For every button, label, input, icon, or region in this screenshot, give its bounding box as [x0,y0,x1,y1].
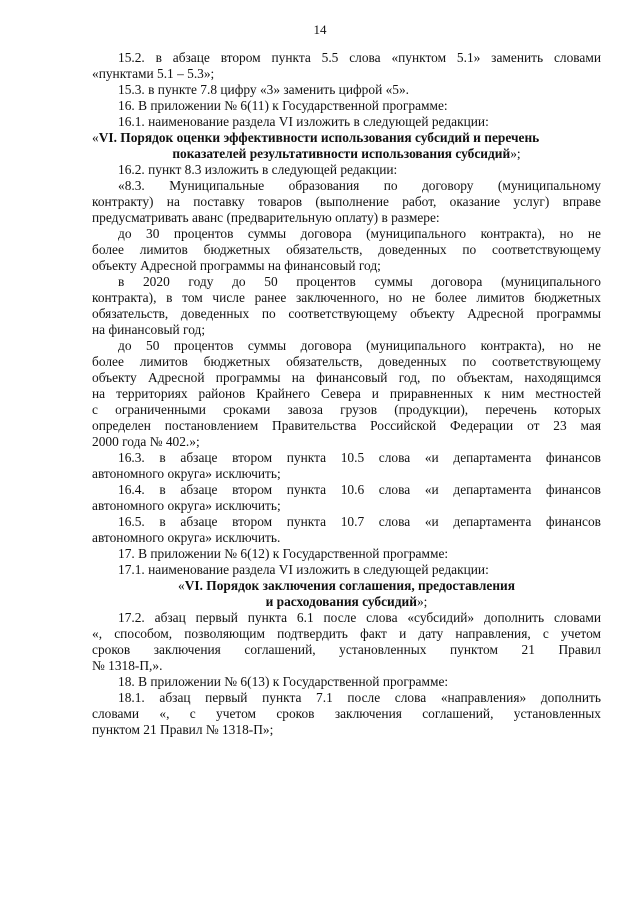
text-line: сроков заключения соглашений, установленных пунктом 21 Правил [92,642,601,657]
text-line: № 1318-П,». [92,658,163,673]
text-line: до 50 процентов суммы договора (муниципального контракта), но не [118,338,601,353]
text-line: 17.2. абзац первый пункта 6.1 после слова «субсидий» дополнить словами [118,610,601,625]
text-line: 2000 года № 402.»; [92,434,200,449]
text-line: предусматривать аванс (предварительную оплату) в размере: [92,210,440,225]
section-heading-line: «VI. Порядок заключения соглашения, предоставления [178,578,515,593]
text-line: 18.1. абзац первый пункта 7.1 после слова «направления» дополнить [118,690,601,705]
text-line: объекту Адресной программы на финансовый год, по объектам, находящимся [92,370,601,385]
text-line: 16.1. наименование раздела VI изложить в следующей редакции: [118,114,489,129]
text-line: объекту Адресной программы на финансовый год; [92,258,381,273]
text-line: 16. В приложении № 6(11) к Государственной программе: [118,98,448,113]
text-line: обязательств, доведенных по соответствующему объекту Адресной программы [92,306,601,321]
text-line: 16.4. в абзаце втором пункта 10.6 слова «и департамента финансов [118,482,601,497]
text-line: в 2020 году до 50 процентов суммы договора (муниципального [118,274,601,289]
text-line: 16.5. в абзаце втором пункта 10.7 слова «и департамента финансов [118,514,601,529]
text-line: с ограниченными сроками завоза грузов (продукции), перечень которых [92,402,601,417]
section-heading-line: и расходования субсидий»; [265,594,428,609]
text-line: «пунктами 5.1 – 5.3»; [92,66,215,81]
text-line: на финансовый год; [92,322,206,337]
page-number: 14 [313,22,327,37]
text-line: 17.1. наименование раздела VI изложить в следующей редакции: [118,562,489,577]
section-heading-line: «VI. Порядок оценки эффективности использования субсидий и перечень [92,130,540,145]
text-line: автономного округа» исключить; [92,498,281,513]
text-line: автономного округа» исключить. [92,530,281,545]
text-line: «8.3. Муниципальные образования по договору (муниципальному [118,178,601,193]
text-line: «, способом, позволяющим подтвердить факт и дату направления, с учетом [92,626,601,641]
text-line: до 30 процентов суммы договора (муниципального контракта), но не [118,226,601,241]
text-line: пунктом 21 Правил № 1318-П»; [92,722,274,737]
text-line: автономного округа» исключить; [92,466,281,481]
text-line: контракту) на поставку товаров (выполнение работ, оказание услуг) вправе [92,194,601,209]
text-line: 17. В приложении № 6(12) к Государственной программе: [118,546,449,561]
text-line: 18. В приложении № 6(13) к Государственной программе: [118,674,449,689]
text-line: словами «, с учетом сроков заключения соглашений, установленных [92,706,601,721]
section-heading-line: показателей результативности использования субсидий»; [172,146,521,161]
text-line: 16.3. в абзаце втором пункта 10.5 слова «и департамента финансов [118,450,601,465]
text-line: более лимитов бюджетных обязательств, доведенных по соответствующему [92,242,601,257]
text-line: 15.3. в пункте 7.8 цифру «3» заменить цифрой «5». [118,82,410,97]
text-line: на территориях районов Крайнего Севера и приравненных к ним местностей [92,386,601,401]
text-line: контракта), в том числе ранее заключенного, но не более лимитов бюджетных [92,290,601,305]
text-line: 16.2. пункт 8.3 изложить в следующей редакции: [118,162,398,177]
text-line: 15.2. в абзаце втором пункта 5.5 слова «пунктом 5.1» заменить словами [118,50,601,65]
text-line: определен постановлением Правительства Российской Федерации от 23 мая [92,418,601,433]
text-line: более лимитов бюджетных обязательств, доведенных по соответствующему [92,354,601,369]
